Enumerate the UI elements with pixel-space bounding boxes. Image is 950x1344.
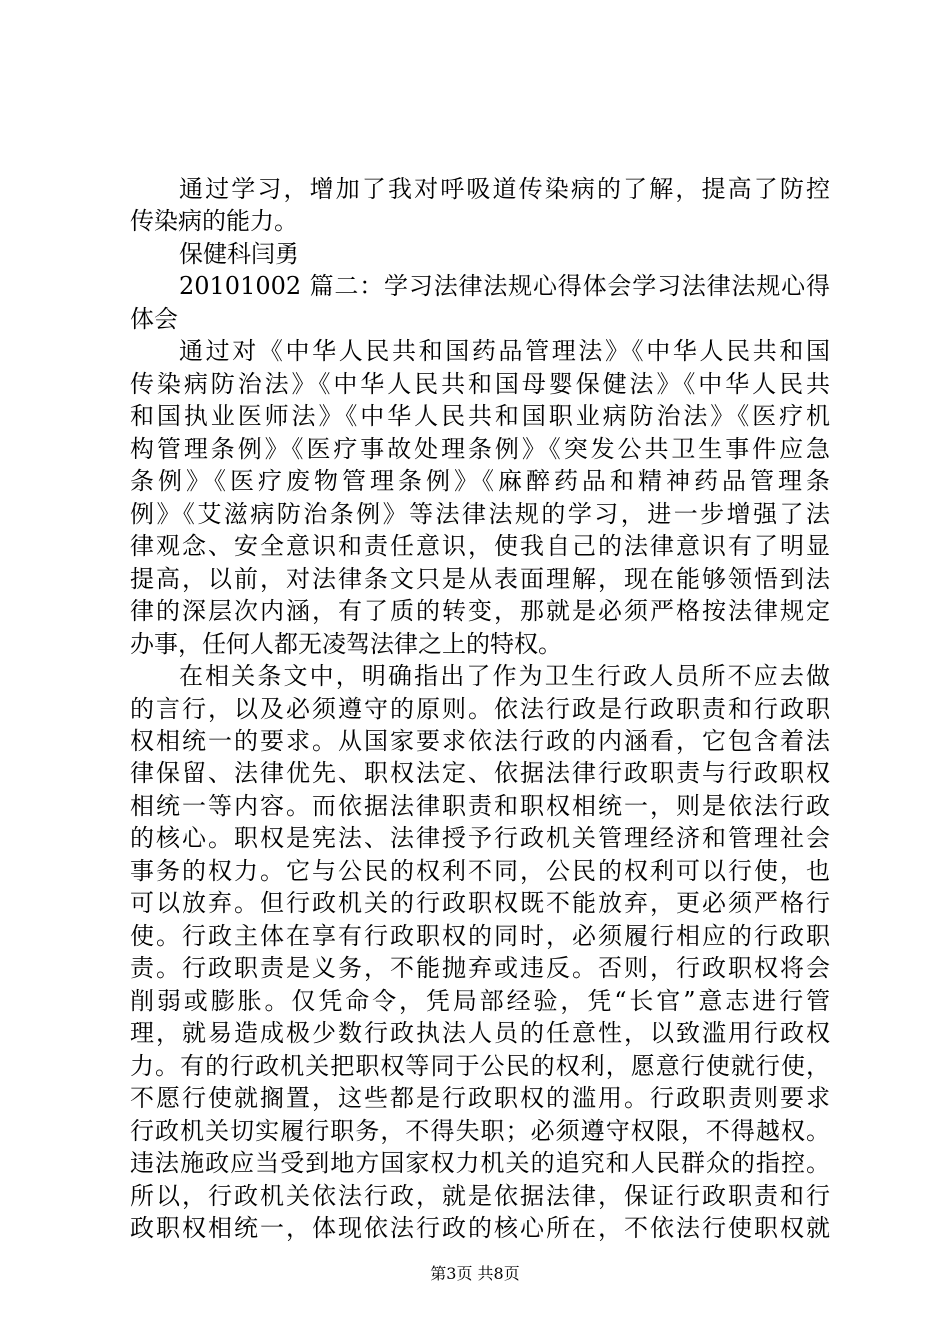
paragraph-line: 律保留、法律优先、职权法定、依据法律行政职责与行政职权: [130, 759, 830, 787]
paragraph-line: 例》《艾滋病防治条例》等法律法规的学习，进一步增强了法: [130, 500, 830, 528]
paragraph-line: 办事，任何人都无凌驾法律之上的特权。: [130, 630, 562, 658]
paragraph-line: 不愿行使就搁置，这些都是行政职权的滥用。行政职责则要求: [130, 1084, 830, 1112]
paragraph-line: 使。行政主体在享有行政职权的同时，必须履行相应的行政职: [130, 922, 830, 950]
paragraph-line: 通过学习，增加了我对呼吸道传染病的了解，提高了防控: [179, 175, 830, 203]
paragraph-line: 律的深层次内涵，有了质的转变，那就是必须严格按法律规定: [130, 597, 830, 625]
heading-line: 体会: [130, 305, 178, 333]
paragraph-line: 传染病的能力。: [130, 207, 298, 235]
signature-line: 保健科闫勇: [179, 240, 299, 268]
paragraph-line: 责。行政职责是义务，不能抛弃或违反。否则，行政职权将会: [130, 954, 830, 982]
paragraph-line: 和国执业医师法》《中华人民共和国职业病防治法》《医疗机: [130, 402, 830, 430]
paragraph-line: 相统一等内容。而依据法律职责和职权相统一，则是依法行政: [130, 792, 830, 820]
paragraph-line: 所以，行政机关依法行政，就是依据法律，保证行政职责和行: [130, 1182, 830, 1210]
paragraph-line: 的核心。职权是宪法、法律授予行政机关管理经济和管理社会: [130, 824, 830, 852]
paragraph-line: 事务的权力。它与公民的权利不同，公民的权利可以行使，也: [130, 857, 830, 885]
paragraph-line: 理，就易造成极少数行政执法人员的任意性，以致滥用行政权: [130, 1019, 830, 1047]
paragraph-line: 行政机关切实履行职务，不得失职；必须遵守权限，不得越权。: [130, 1117, 830, 1145]
paragraph-line: 可以放弃。但行政机关的行政职权既不能放弃，更必须严格行: [130, 889, 830, 917]
paragraph-line: 提高，以前，对法律条文只是从表面理解，现在能够领悟到法: [130, 565, 830, 593]
heading-line: 20101002 篇二：学习法律法规心得体会学习法律法规心得: [179, 272, 830, 300]
paragraph-line: 政职权相统一，体现依法行政的核心所在，不依法行使职权就: [130, 1214, 830, 1242]
paragraph-line: 权相统一的要求。从国家要求依法行政的内涵看，它包含着法: [130, 727, 830, 755]
paragraph-line: 条例》《医疗废物管理条例》《麻醉药品和精神药品管理条: [130, 467, 830, 495]
paragraph-line: 在相关条文中，明确指出了作为卫生行政人员所不应去做: [179, 662, 830, 690]
paragraph-line: 律观念、安全意识和责任意识，使我自己的法律意识有了明显: [130, 532, 830, 560]
paragraph-line: 构管理条例》《医疗事故处理条例》《突发公共卫生事件应急: [130, 435, 830, 463]
paragraph-line: 通过对《中华人民共和国药品管理法》《中华人民共和国: [179, 337, 830, 365]
paragraph-line: 传染病防治法》《中华人民共和国母婴保健法》《中华人民共: [130, 370, 830, 398]
page-number-footer: 第3页 共8页: [430, 1264, 520, 1283]
paragraph-line: 削弱或膨胀。仅凭命令，凭局部经验，凭“长官”意志进行管: [130, 987, 830, 1015]
paragraph-line: 力。有的行政机关把职权等同于公民的权利，愿意行使就行使，: [130, 1052, 830, 1080]
paragraph-line: 违法施政应当受到地方国家权力机关的追究和人民群众的指控。: [130, 1149, 830, 1177]
paragraph-line: 的言行，以及必须遵守的原则。依法行政是行政职责和行政职: [130, 695, 830, 723]
